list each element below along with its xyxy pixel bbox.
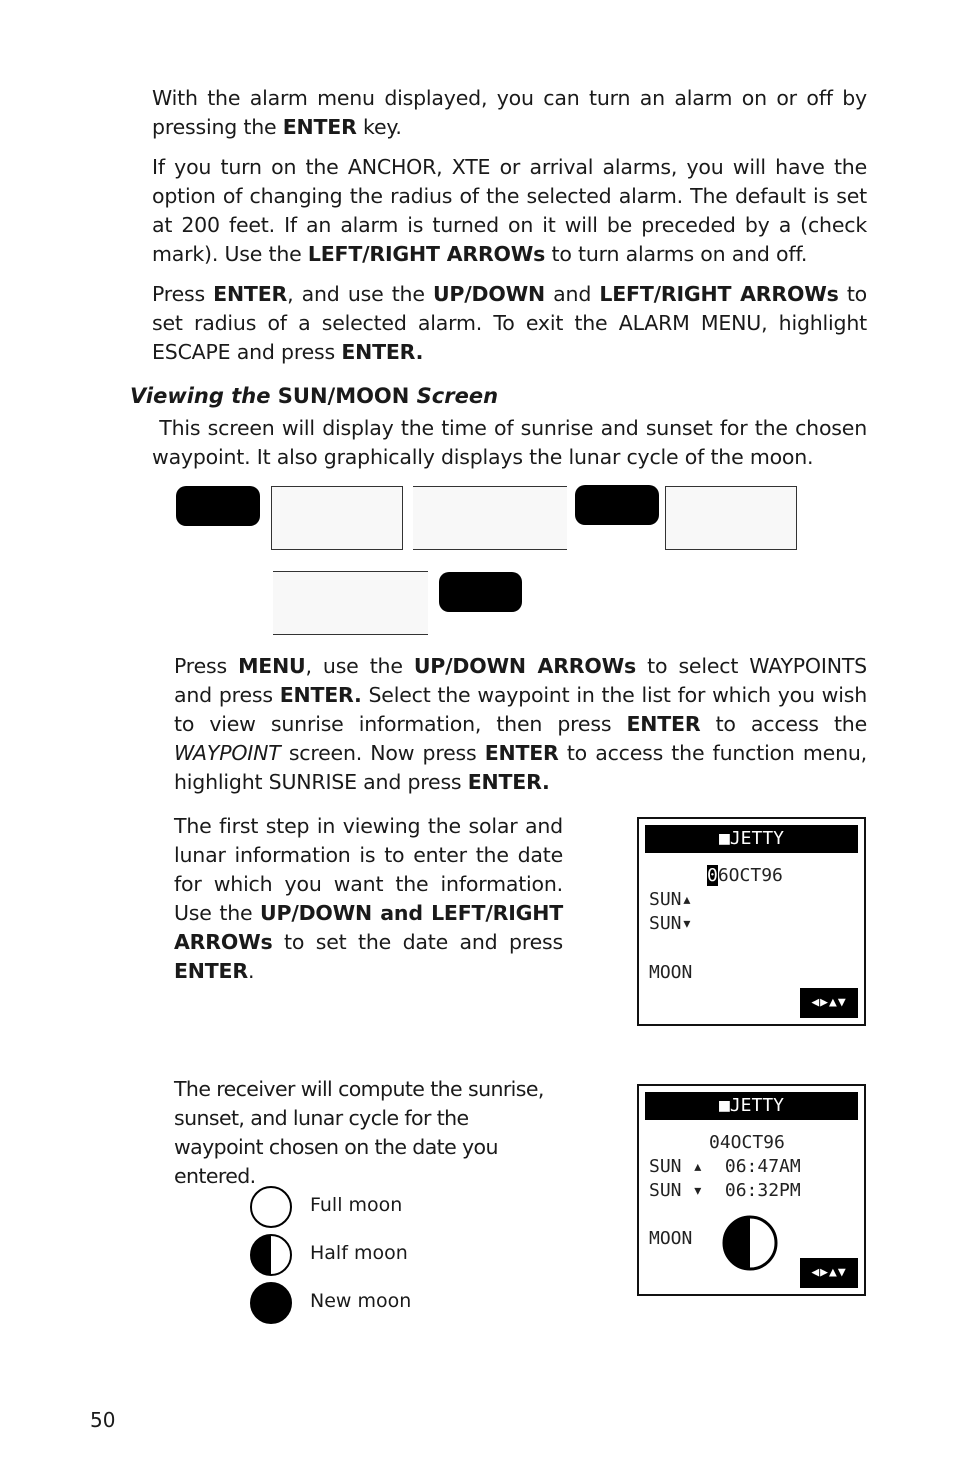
paragraph-compute: The receiver will compute the sunrise, sunset, and lunar cycle for the waypoint chosen on the date you entered. <box>174 1077 544 1188</box>
screen-title: ■JETTY <box>645 1092 858 1120</box>
sunrise-label: SUN▴ <box>649 889 693 910</box>
date-cursor: 0 <box>707 865 718 886</box>
arrow-keys-icon: ◀▶▲▼ <box>800 988 858 1018</box>
paragraph-enter-date: The first step in viewing the solar and lunar information is to enter the date for which you want the information. Use the UP/DOWN and LEFT/RIGHT ARROWs to set the date and press ENTER. <box>174 814 563 983</box>
moon-label: MOON <box>649 1228 693 1249</box>
paragraph-set-radius: Press ENTER, and use the UP/DOWN and LEFT/RIGHT ARROWs to set radius of a selected alarm. To exit the ALARM MENU, highlight ESCAPE and press ENTER. <box>152 282 868 364</box>
paragraph-menu-steps: Press MENU, use the UP/DOWN ARROWs to select WAYPOINTS and press ENTER. Select the waypoint in the list for which you wish to view sunrise information, then press ENTER to access the WAYPOINT screen. Now press ENTER to access the function menu, highlight SUNRISE and press ENTER. <box>174 654 867 794</box>
sun-moon-screen-date-entry <box>637 817 866 1026</box>
sun-moon-screen-result <box>637 1084 866 1296</box>
moon-label: MOON <box>649 962 693 983</box>
arrow-keys-icon: ◀▶▲▼ <box>800 1258 858 1288</box>
key-button-3 <box>439 572 522 612</box>
legend-label-half: Half moon <box>310 1242 408 1264</box>
paragraph-alarm-toggle: With the alarm menu displayed, you can turn an alarm on or off by pressing the ENTER key. <box>152 86 867 139</box>
half-moon-icon <box>721 1214 779 1272</box>
key-box-3 <box>665 486 797 550</box>
screen-title: ■JETTY <box>645 825 858 853</box>
sunset-line: SUN ▾ 06:32PM <box>649 1180 801 1201</box>
key-box-4 <box>273 571 428 635</box>
sunset-label: SUN▾ <box>649 913 693 934</box>
paragraph-screen-description: This screen will display the time of sunrise and sunset for the chosen waypoint. It also graphically displays the lunar cycle of the moon. <box>152 416 874 469</box>
key-button-2 <box>575 485 659 525</box>
section-heading: Viewing the SUN/MOON Screen <box>130 384 499 408</box>
date-field: 04OCT96 <box>709 1132 785 1153</box>
key-box-1 <box>271 486 403 550</box>
full-moon-icon <box>249 1185 293 1229</box>
date-field: 06OCT96 <box>707 865 783 886</box>
key-button-1 <box>176 486 260 526</box>
key-box-2 <box>413 486 567 550</box>
legend-label-full: Full moon <box>310 1194 403 1216</box>
half-moon-icon <box>249 1233 293 1277</box>
sunrise-line: SUN ▴ 06:47AM <box>649 1156 801 1177</box>
legend-label-new: New moon <box>310 1290 412 1312</box>
page-number: 50 <box>90 1408 116 1432</box>
new-moon-icon <box>249 1281 293 1325</box>
paragraph-alarm-radius: If you turn on the ANCHOR, XTE or arrival alarms, you will have the option of changing the radius of the selected alarm. The default is set at 200 feet. If an alarm is turned on it will be preceded by a (check mark). Use the LEFT/RIGHT ARROWs to turn alarms on and off. <box>152 155 867 266</box>
